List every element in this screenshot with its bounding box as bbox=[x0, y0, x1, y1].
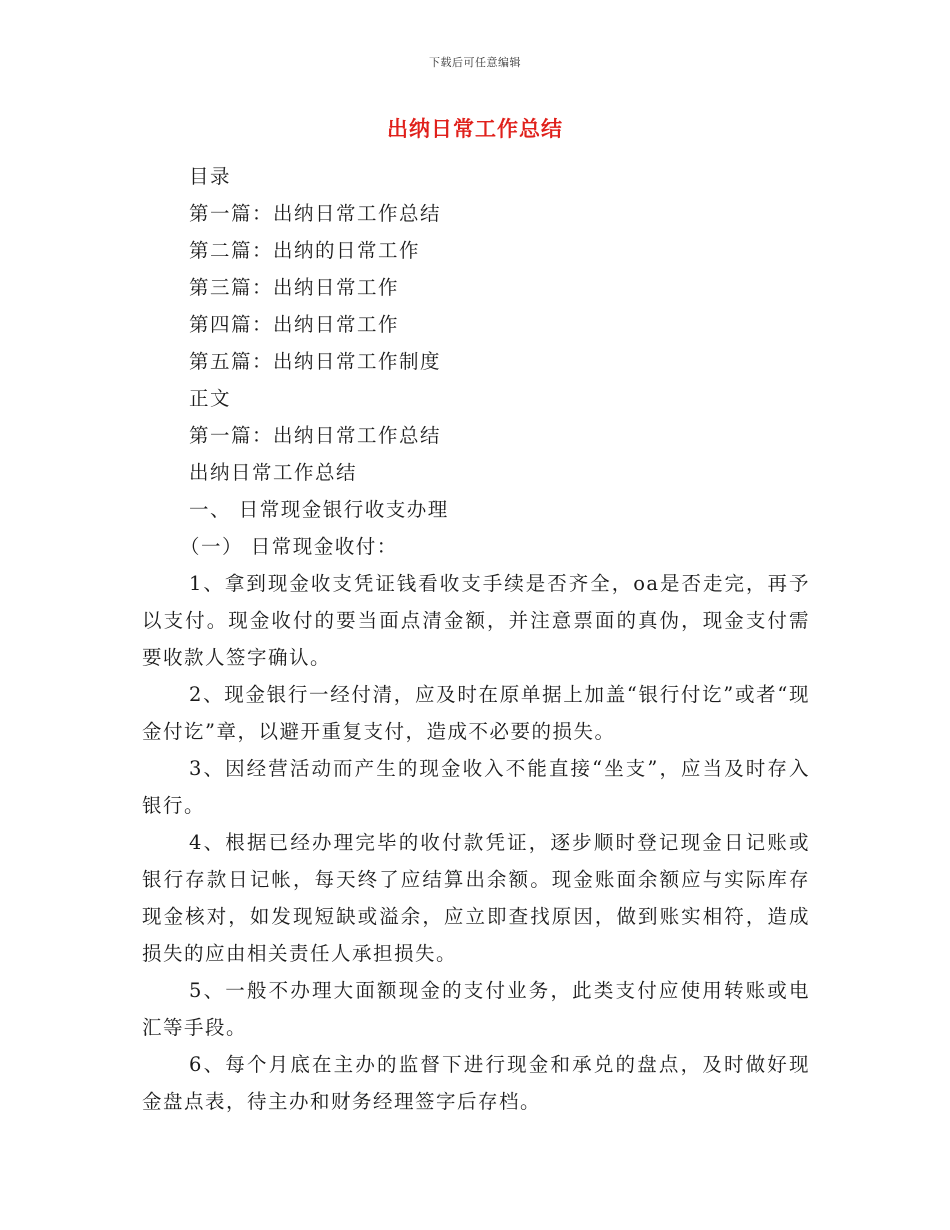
body-heading: 正文 bbox=[189, 387, 232, 410]
paragraph: 5、一般不办理大面额现金的支付业务，此类支付应使用转账或电汇等手段。 bbox=[142, 979, 810, 1039]
section-heading: 一、 日常现金银行收支办理 bbox=[189, 498, 449, 521]
toc-item: 第三篇：出纳日常工作 bbox=[189, 276, 400, 299]
paragraph: 2、现金银行一经付清，应及时在原单据上加盖“银行付讫”或者“现金付讫”章，以避开重复支付，造成不必要的损失。 bbox=[142, 683, 810, 743]
subsection-heading: （一） 日常现金收付： bbox=[180, 535, 398, 558]
paragraph: 3、因经营活动而产生的现金收入不能直接“坐支”，应当及时存入银行。 bbox=[142, 757, 810, 817]
toc-heading: 目录 bbox=[189, 165, 232, 188]
toc-item: 第四篇：出纳日常工作 bbox=[189, 313, 400, 336]
document-body bbox=[142, 158, 810, 1120]
toc-item: 第二篇：出纳的日常工作 bbox=[189, 239, 421, 262]
chapter-subtitle: 出纳日常工作总结 bbox=[189, 461, 358, 484]
toc-item: 第五篇：出纳日常工作制度 bbox=[189, 350, 442, 373]
paragraph: 1、拿到现金收支凭证钱看收支手续是否齐全，oa是否走完，再予以支付。现金收付的要当面点清金额，并注意票面的真伪，现金支付需要收款人签字确认。 bbox=[142, 572, 810, 669]
chapter-title: 第一篇：出纳日常工作总结 bbox=[189, 424, 442, 447]
paragraph: 6、每个月底在主办的监督下进行现金和承兑的盘点，及时做好现金盘点表，待主办和财务经理签字后存档。 bbox=[142, 1053, 810, 1113]
header-note: 下载后可任意编辑 bbox=[429, 56, 521, 69]
toc-item: 第一篇：出纳日常工作总结 bbox=[189, 202, 442, 225]
paragraph: 4、根据已经办理完毕的收付款凭证，逐步顺时登记现金日记账或银行存款日记帐，每天终了应结算出余额。现金账面余额应与实际库存现金核对，如发现短缺或溢余，应立即查找原因，做到账实相符，造成损失的应由相关责任人承担损失。 bbox=[142, 831, 810, 965]
document-title: 出纳日常工作总结 bbox=[387, 116, 563, 141]
